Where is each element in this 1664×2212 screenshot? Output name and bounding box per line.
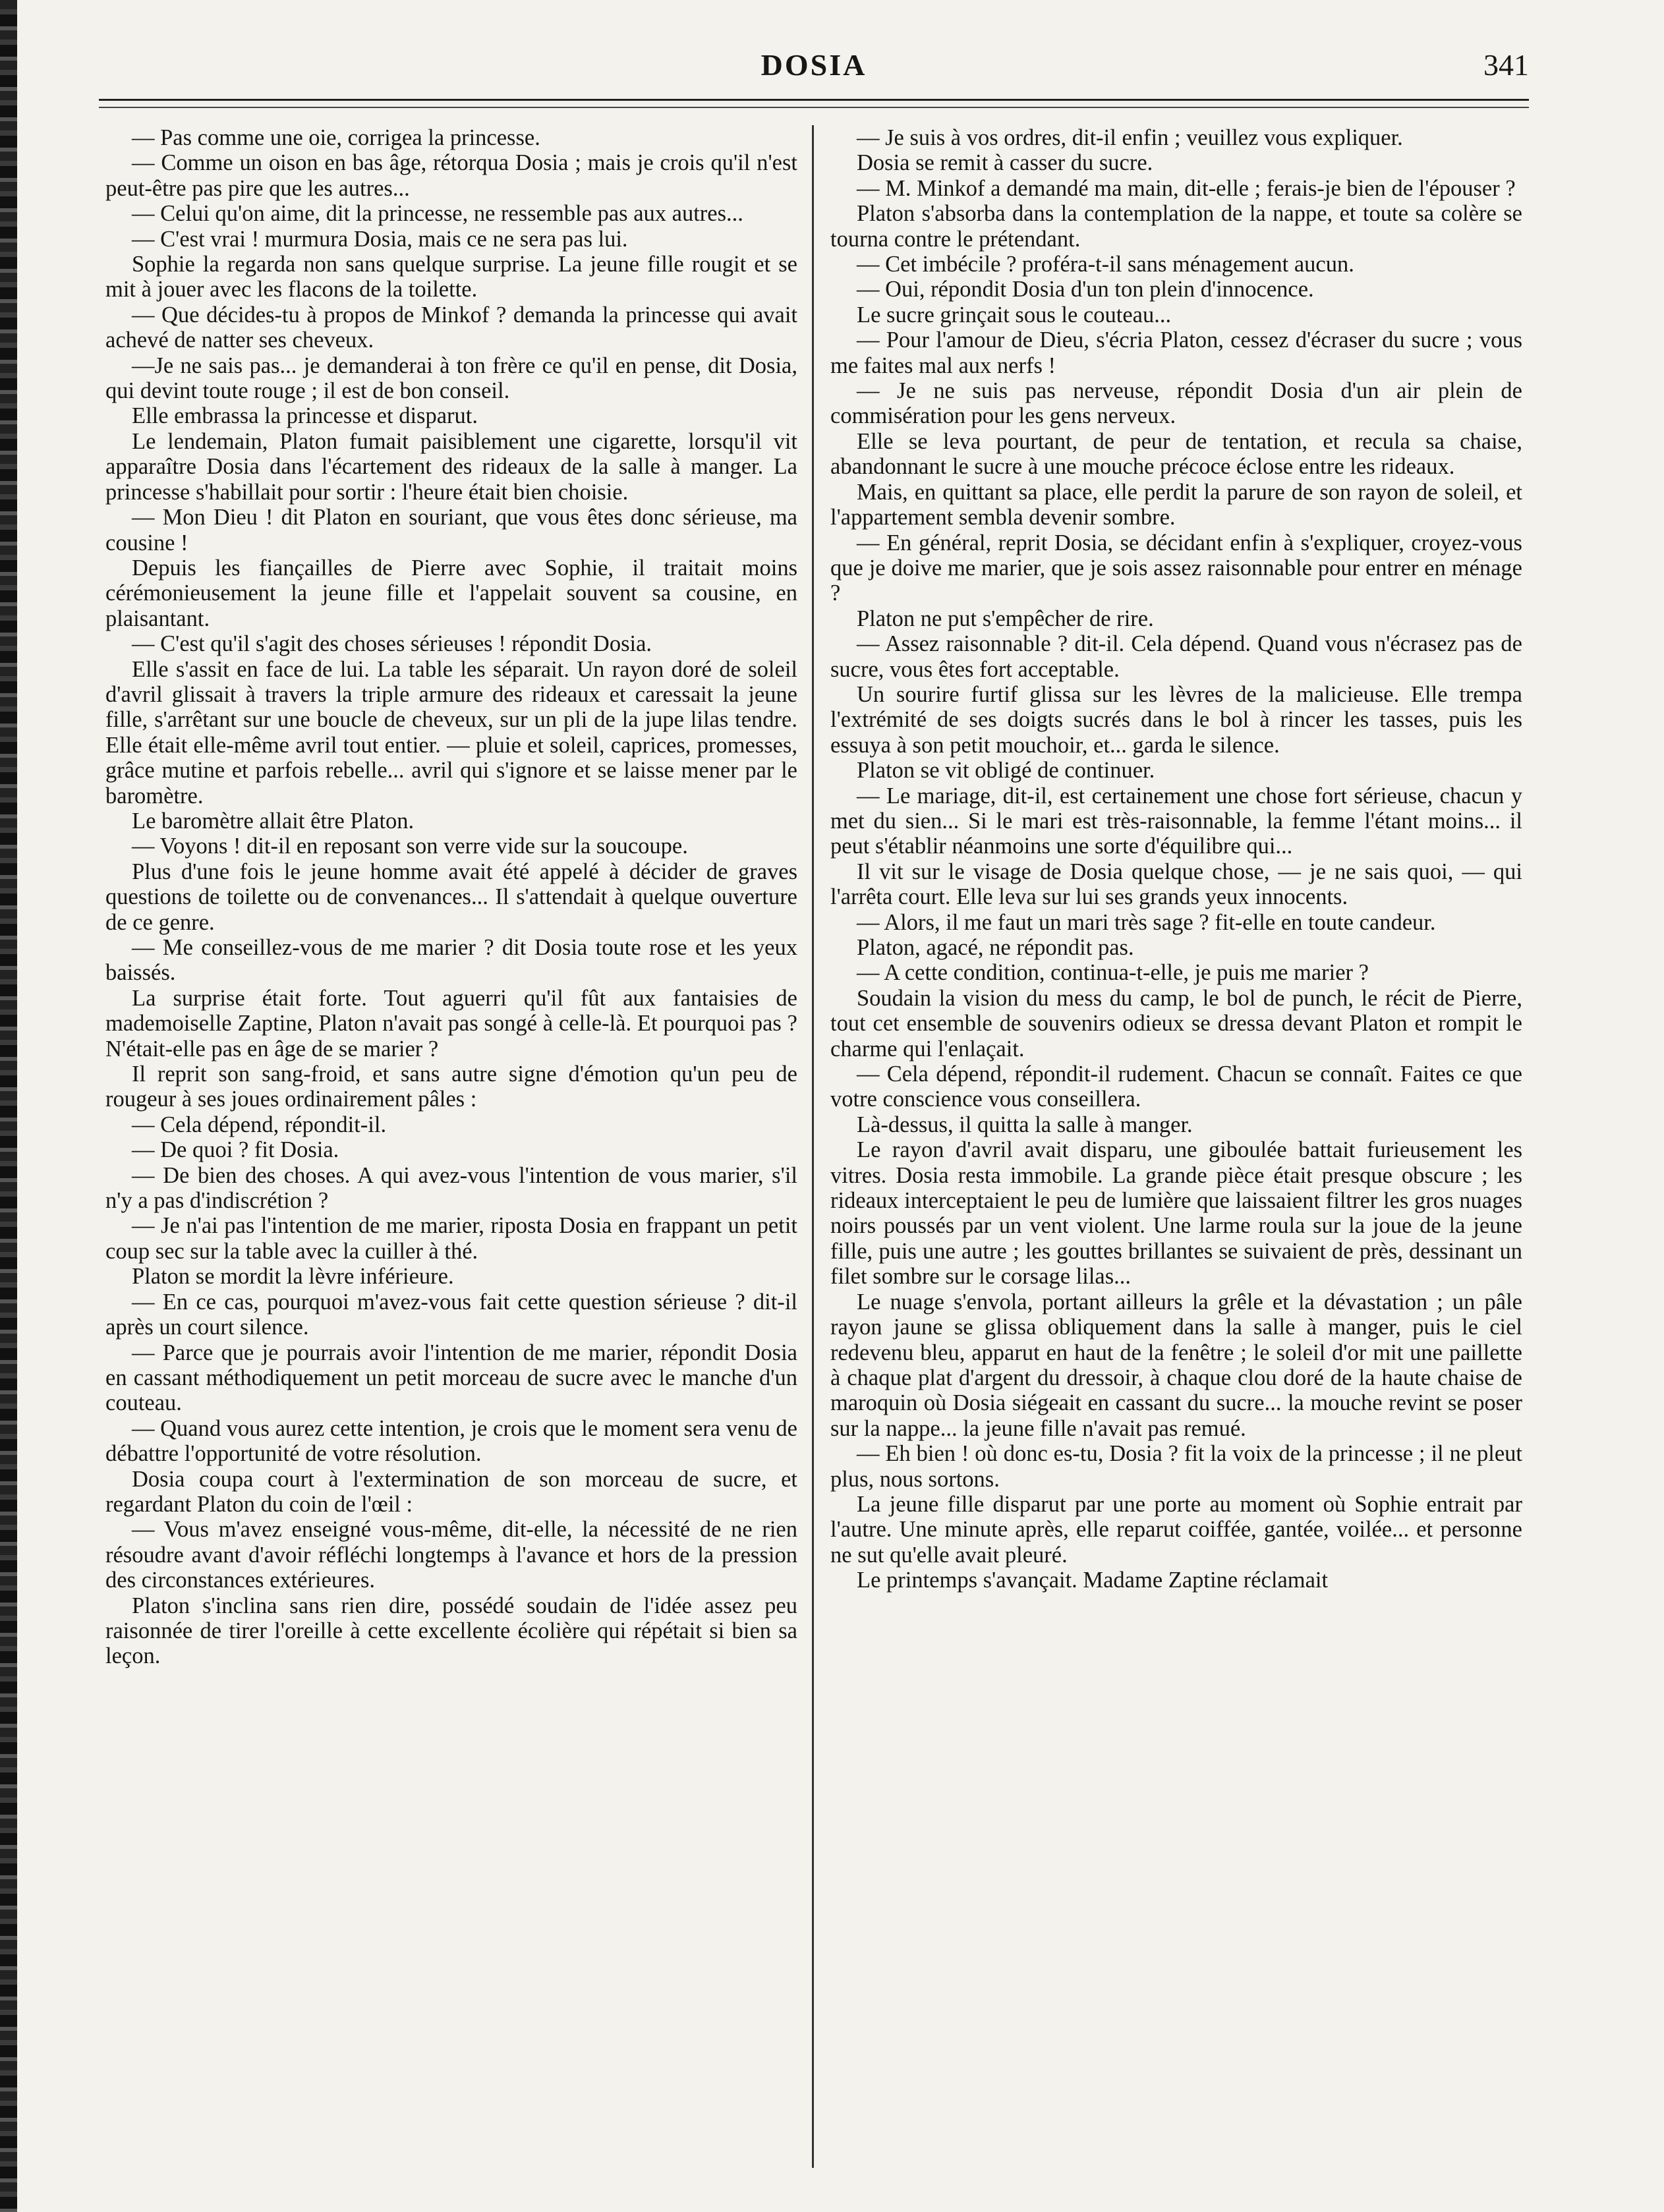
paragraph: Le printemps s'avançait. Madame Zaptine réclamait xyxy=(857,1568,1329,1593)
paragraph: Mais, en quittant sa place, elle perdit la parure de son rayon de soleil, et l'appartement sembla devenir sombre. xyxy=(830,479,1522,530)
right-column xyxy=(830,125,1522,2155)
paragraph: — Voyons ! dit-il en reposant son verre vide sur la soucoupe. xyxy=(132,834,688,859)
paragraph: Le lendemain, Platon fumait paisiblement une cigarette, lorsqu'il vit apparaître Dosia dans l'écartement des rideaux de la salle à manger. La princesse s'habillait pour sortir : l'heure était bien choisie. xyxy=(105,428,797,505)
paragraph: Platon ne put s'empêcher de rire. xyxy=(857,606,1154,631)
paragraph: Là-dessus, il quitta la salle à manger. xyxy=(857,1112,1193,1137)
paragraph: — Pas comme une oie, corrigea la princesse. xyxy=(132,125,540,150)
paragraph: — C'est qu'il s'agit des choses sérieuses ! répondit Dosia. xyxy=(132,631,652,657)
paragraph: Dosia coupa court à l'extermination de son morceau de sucre, et regardant Platon du coin de l'œil : xyxy=(105,1466,797,1517)
paragraph: La surprise était forte. Tout aguerri qu'il fût aux fantaisies de mademoiselle Zaptine, Platon n'avait pas songé à celle-là. Et pourquoi pas ? N'était-elle pas en âge de se marier ? xyxy=(105,985,797,1062)
paragraph: — Vous m'avez enseigné vous-même, dit-elle, la nécessité de ne rien résoudre avant d'avoir réfléchi longtemps à l'avance et hors de la pression des circonstances extérieures. xyxy=(105,1517,797,1593)
paragraph: — Que décides-tu à propos de Minkof ? demanda la princesse qui avait achevé de natter ses cheveux. xyxy=(105,302,797,353)
paragraph: —Je ne sais pas... je demanderai à ton frère ce qu'il en pense, dit Dosia, qui devint toute rouge ; il est de bon conseil. xyxy=(105,353,797,404)
paragraph: Platon, agacé, ne répondit pas. xyxy=(857,935,1134,960)
paragraph: — Pour l'amour de Dieu, s'écria Platon, cessez d'écraser du sucre ; vous me faites mal aux nerfs ! xyxy=(830,327,1522,378)
paragraph: — En général, reprit Dosia, se décidant enfin à s'expliquer, croyez-vous que je doive me marier, que je sois assez raisonnable pour entrer en ménage ? xyxy=(830,530,1522,606)
paragraph: — De bien des choses. A qui avez-vous l'intention de vous marier, s'il n'y a pas d'indiscrétion ? xyxy=(105,1162,797,1214)
scan-edge xyxy=(0,0,17,2212)
paragraph: Le rayon d'avril avait disparu, une giboulée battait furieusement les vitres. Dosia resta immobile. La grande pièce était presque obscure ; les rideaux interceptaient le peu de lumière que laissaient filtrer les gros nuages noirs poussés par un vent violent. Une larme roula sur la joue de la jeune fille, puis une autre ; les gouttes brillantes se suivaient de près, dessinant un filet sombre sur le corsage lilas... xyxy=(830,1137,1522,1290)
paragraph: — En ce cas, pourquoi m'avez-vous fait cette question sérieuse ? dit-il après un court silence. xyxy=(105,1289,797,1340)
paragraph: Un sourire furtif glissa sur les lèvres de la malicieuse. Elle trempa l'extrémité de ses doigts sucrés dans le bol à rincer les tasses, puis les essuya à son petit mouchoir, et... garda le silence. xyxy=(830,681,1522,758)
paragraph: — Oui, répondit Dosia d'un ton plein d'innocence. xyxy=(857,277,1314,302)
paragraph: — Assez raisonnable ? dit-il. Cela dépend. Quand vous n'écrasez pas de sucre, vous êtes fort acceptable. xyxy=(830,631,1522,682)
paragraph: — Cela dépend, répondit-il. xyxy=(132,1112,387,1137)
paragraph: — Le mariage, dit-il, est certainement une chose fort sérieuse, chacun y met du sien... Si le mari est très-raisonnable, la femme l'étant moins... il peut s'établir néanmoins une sorte d'équilibre qui... xyxy=(830,783,1522,859)
paragraph: — Celui qu'on aime, dit la princesse, ne ressemble pas aux autres... xyxy=(132,201,743,227)
paragraph: Elle s'assit en face de lui. La table les séparait. Un rayon doré de soleil d'avril glissait à travers la triple armure des rideaux et caressait la jeune fille, s'arrêtant sur une boucle de cheveux, sur un pli de la jupe lilas tendre. Elle était elle-même avril tout entier. — pluie et soleil, caprices, promesses, grâce mutine et parfois rebelle... avril qui s'ignore et se laisse mener par le baromètre. xyxy=(105,656,797,808)
paragraph: Le nuage s'envola, portant ailleurs la grêle et la dévastation ; un pâle rayon jaune se glissa obliquement dans la salle à manger, puis le ciel redevenu bleu, apparut en haut de la fenêtre ; le soleil d'or mit une paillette à chaque plat d'argent du dressoir, à chaque clou doré de la haute chaise de maroquin où Dosia siégeait en cassant du sucre... la mouche revint se poser sur la nappe... la jeune fille n'avait pas remué. xyxy=(830,1289,1522,1441)
column-divider xyxy=(812,125,814,2168)
paragraph: Le baromètre allait être Platon. xyxy=(132,808,415,834)
paragraph: Soudain la vision du mess du camp, le bol de punch, le récit de Pierre, tout cet ensemble de souvenirs odieux se dressa devant Platon et rompit le charme qui l'enlaçait. xyxy=(830,985,1522,1062)
paragraph: — Me conseillez-vous de me marier ? dit Dosia toute rose et les yeux baissés. xyxy=(105,935,797,986)
paragraph: — A cette condition, continua-t-elle, je puis me marier ? xyxy=(857,960,1369,986)
paragraph: Elle embrassa la princesse et disparut. xyxy=(132,403,478,429)
paragraph: Depuis les fiançailles de Pierre avec Sophie, il traitait moins cérémonieusement la jeune fille et l'appelait souvent sa cousine, en plaisantant. xyxy=(105,555,797,631)
paragraph: La jeune fille disparut par une porte au moment où Sophie entrait par l'autre. Une minute après, elle reparut coiffée, gantée, voilée... et personne ne sut qu'elle avait pleuré. xyxy=(830,1491,1522,1568)
paragraph: — Comme un oison en bas âge, rétorqua Dosia ; mais je crois qu'il n'est peut-être pas pire que les autres... xyxy=(105,150,797,201)
left-column xyxy=(105,125,797,2155)
paragraph: — C'est vrai ! murmura Dosia, mais ce ne sera pas lui. xyxy=(132,226,628,252)
paragraph: Platon se vit obligé de continuer. xyxy=(857,758,1155,783)
page-number: 341 xyxy=(1483,48,1529,82)
paragraph: — Cet imbécile ? proféra-t-il sans ménagement aucun. xyxy=(857,252,1354,277)
paragraph: Sophie la regarda non sans quelque surprise. La jeune fille rougit et se mit à jouer avec les flacons de la toilette. xyxy=(105,252,797,302)
paragraph: Il reprit son sang-froid, et sans autre signe d'émotion qu'un peu de rougeur à ses joues ordinairement pâles : xyxy=(105,1062,797,1112)
paragraph: — Je suis à vos ordres, dit-il enfin ; veuillez vous expliquer. xyxy=(857,125,1403,150)
paragraph: — Mon Dieu ! dit Platon en souriant, que vous êtes donc sérieuse, ma cousine ! xyxy=(105,505,797,555)
paragraph: — Quand vous aurez cette intention, je crois que le moment sera venu de débattre l'opportunité de votre résolution. xyxy=(105,1415,797,1467)
paragraph: — Eh bien ! où donc es-tu, Dosia ? fit la voix de la princesse ; il ne pleut plus, nous sortons. xyxy=(830,1441,1522,1492)
running-title: DOSIA xyxy=(760,48,867,82)
paragraph: — Parce que je pourrais avoir l'intention de me marier, répondit Dosia en cassant méthodiquement un petit morceau de sucre avec le manche d'un couteau. xyxy=(105,1340,797,1416)
header-rule-secondary xyxy=(99,107,1529,108)
page-header xyxy=(99,47,1529,100)
paragraph: Il vit sur le visage de Dosia quelque chose, — je ne sais quoi, — qui l'arrêta court. Elle leva sur lui ses grands yeux innocents. xyxy=(830,859,1522,910)
paragraph: Plus d'une fois le jeune homme avait été appelé à décider de graves questions de toilette ou de convenances... Il s'attendait à quelque ouverture de ce genre. xyxy=(105,859,797,935)
paragraph: Platon s'absorba dans la contemplation de la nappe, et toute sa colère se tourna contre le prétendant. xyxy=(830,201,1522,252)
paragraph: Le sucre grinçait sous le couteau... xyxy=(857,302,1172,327)
paragraph: — M. Minkof a demandé ma main, dit-elle ; ferais-je bien de l'épouser ? xyxy=(857,175,1516,201)
paragraph: Elle se leva pourtant, de peur de tentation, et recula sa chaise, abandonnant le sucre à une mouche précoce éclose entre les rideaux. xyxy=(830,428,1522,480)
paragraph: — Je ne suis pas nerveuse, répondit Dosia d'un air plein de commisération pour les gens nerveux. xyxy=(830,378,1522,429)
paragraph: Platon s'inclina sans rien dire, possédé soudain de l'idée assez peu raisonnée de tirer l'oreille à cette excellente écolière qui répétait si bien sa leçon. xyxy=(105,1593,797,1669)
paragraph: — Alors, il me faut un mari très sage ? fit-elle en toute candeur. xyxy=(857,909,1436,935)
paragraph: — Je n'ai pas l'intention de me marier, riposta Dosia en frappant un petit coup sec sur la table avec la cuiller à thé. xyxy=(105,1213,797,1264)
header-rule xyxy=(99,99,1529,101)
paragraph: Platon se mordit la lèvre inférieure. xyxy=(132,1264,454,1290)
paragraph: Dosia se remit à casser du sucre. xyxy=(857,150,1153,176)
paragraph: — De quoi ? fit Dosia. xyxy=(132,1137,339,1163)
paragraph: — Cela dépend, répondit-il rudement. Chacun se connaît. Faites ce que votre conscience vous conseillera. xyxy=(830,1062,1522,1112)
